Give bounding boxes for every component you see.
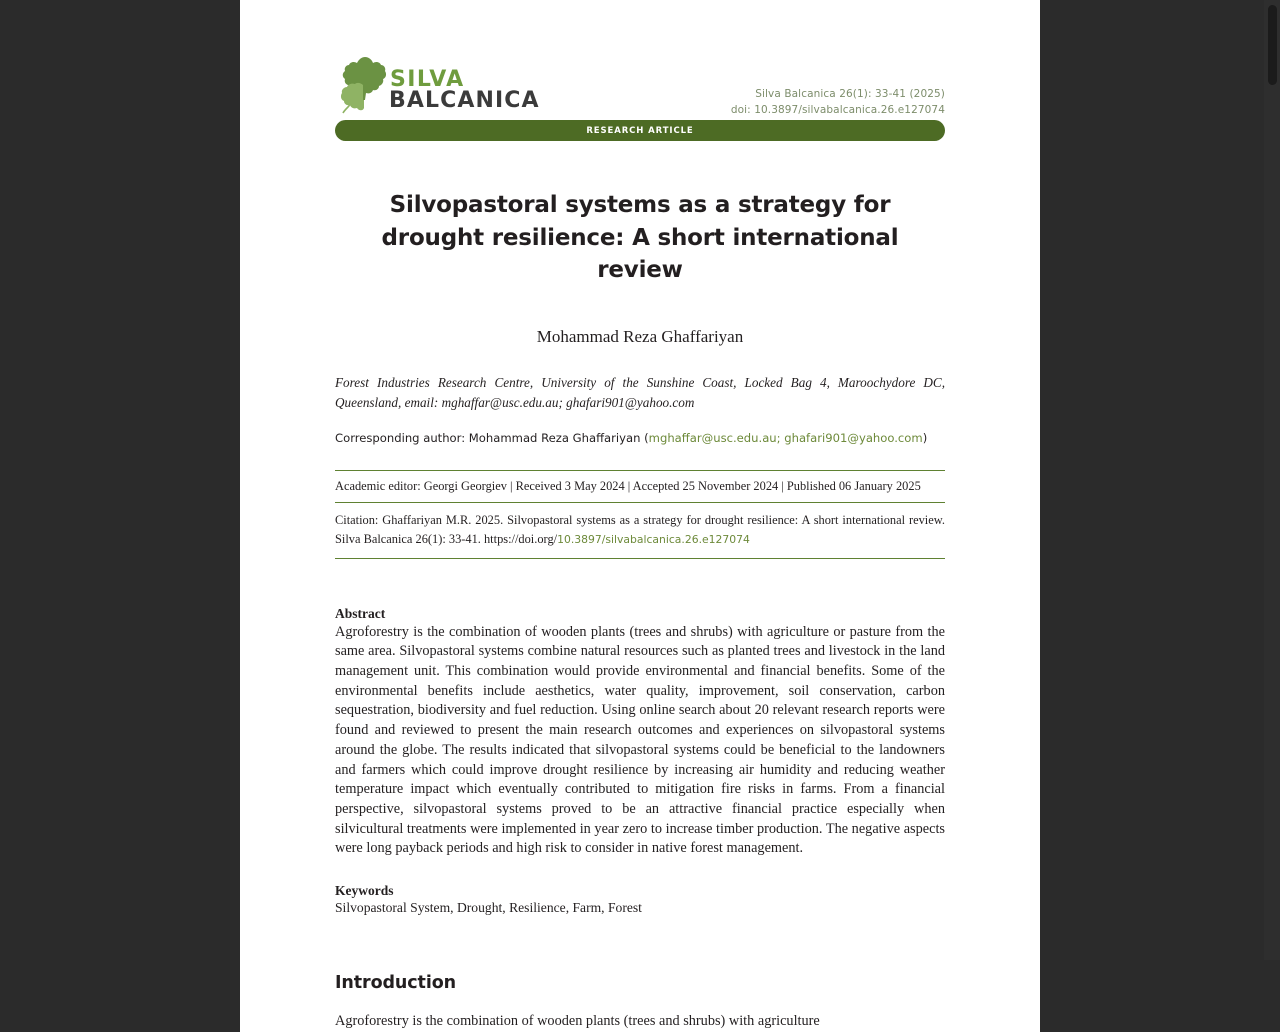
page-title: Silvopastoral systems as a strategy for drought resilience: A short international review (381, 192, 899, 284)
corresponding-suffix: ) (922, 431, 928, 446)
divider-bottom (335, 558, 945, 559)
wordmark-balcanica: BALCANICA (389, 87, 540, 113)
keywords-heading: Keywords (335, 883, 394, 899)
abstract-heading: Abstract (335, 605, 386, 621)
editorial-metadata-block (335, 470, 945, 559)
journal-wordmark (389, 66, 540, 113)
page-content (335, 0, 945, 1032)
abstract-section (335, 606, 945, 860)
journal-masthead (335, 52, 945, 117)
article-type-badge (335, 120, 945, 141)
author-name: Mohammad Reza Ghaffariyan (536, 326, 744, 346)
scrollbar-thumb[interactable] (1268, 5, 1277, 85)
corresponding-author (335, 430, 945, 447)
keywords-list: Silvopastoral System, Drought, Resilience, Farm, Forest (335, 900, 642, 916)
journal-doi-line[interactable]: doi: 10.3897/silvabalcanica.26.e127074 (730, 104, 945, 117)
keywords-section (335, 883, 945, 916)
article-type-label: RESEARCH ARTICLE (586, 125, 694, 136)
introduction-heading: Introduction (335, 973, 456, 994)
citation-doi-link[interactable]: 10.3897/silvabalcanica.26.e127074 (557, 533, 750, 547)
author-affiliation: Forest Industries Research Centre, University of the Sunshine Coast, Locked Bag 4, Maroochydore DC, Queensland, email: mghaffar@usc.edu.au; ghafari901@yahoo.com (335, 374, 945, 411)
corresponding-email-link[interactable]: mghaffar@usc.edu.au; ghafari901@yahoo.com (648, 431, 923, 446)
abstract-text: Agroforestry is the combination of wooden plants (trees and shrubs) with agriculture or pasture from the same area. Silvopastoral systems combine natural resources such as planted trees and livestock in the land management unit. This combination would provide environmental and financial benefits. Some of the environmental benefits include aesthetics, water quality, improvement, soil conservation, carbon sequestration, biodiversity and fuel reduction. Using online search about 20 relevant research reports were found and reviewed to present the main research outcomes and experiences on silvopastoral systems around the globe. The results indicated that silvopastoral systems could be beneficial to the landowners and farmers which could improve drought resilience by increasing air humidity and reducing weather temperature impact which eventually contributed to mitigation fire risks in farms. From a financial perspective, silvopastoral systems proved to be an attractive financial practice especially when silvicultural treatments were implemented in year zero to increase timber production. The negative aspects were long payback periods and high risk to consider in native forest management. (335, 623, 945, 857)
journal-logo[interactable] (335, 52, 540, 113)
journal-citation-line: Silva Balcanica 26(1): 33-41 (2025) (755, 88, 945, 100)
vertical-scrollbar[interactable] (1264, 0, 1280, 960)
introduction-paragraph: Agroforestry is the combination of wooden plants (trees and shrubs) with agriculture (335, 1013, 820, 1030)
editorial-history: Academic editor: Georgi Georgiev | Received 3 May 2024 | Accepted 25 November 2024 | Published 06 January 2025 (335, 478, 921, 493)
wordmark-silva: SILVA (390, 66, 465, 92)
citation-text (335, 503, 945, 557)
citation-body: Citation: Ghaffariyan M.R. 2025. Silvopastoral systems as a strategy for drought resilience: A short international review. Silva Balcanica 26(1): 33-41. https://doi.org/ (335, 513, 945, 547)
journal-reference (731, 52, 945, 119)
oak-leaf-icon (335, 55, 387, 113)
corresponding-prefix: Corresponding author: Mohammad Reza Ghaffariyan ( (335, 431, 649, 446)
document-page (240, 0, 1040, 1032)
